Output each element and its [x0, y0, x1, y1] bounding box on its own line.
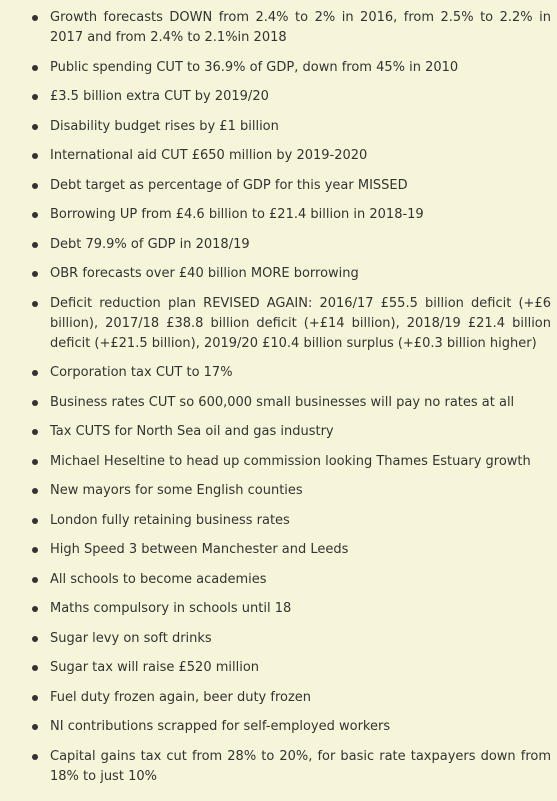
list-item [0, 747, 551, 787]
list-item-text: Debt target as percentage of GDP for this year MISSED [50, 177, 408, 193]
bullet-icon [32, 400, 38, 406]
list-item [0, 58, 551, 78]
bullet-icon [32, 124, 38, 130]
list-item-text: Growth forecasts DOWN from 2.4% to 2% in 2016, from 2.5% to 2.2% in 2017 and from 2.4% to 2.1%in 2018 [50, 10, 551, 45]
bullet-icon [32, 212, 38, 218]
list-item-text: Michael Heseltine to head up commission looking Thames Estuary growth [50, 453, 531, 469]
list-item-text: Deficit reduction plan REVISED AGAIN: 2016/17 £55.5 billion deficit (+£6 billion), 2017/18 £38.8 billion deficit (+£14 billion), 2018/19 £21.4 billion deficit (+£21.5 billion), 2019/20 £10.4 billion surplus (+£0.3 billion higher) [50, 295, 551, 351]
list-item [0, 87, 551, 107]
list-item-text: High Speed 3 between Manchester and Leeds [50, 542, 349, 557]
bullet-icon [32, 724, 38, 730]
bullet-icon [32, 370, 38, 376]
list-item [0, 8, 551, 48]
list-item [0, 235, 551, 255]
list-item [0, 205, 551, 225]
list-item-text: £3.5 billion extra CUT by 2019/20 [50, 89, 269, 104]
list-item-text: Disability budget rises by £1 billion [50, 118, 279, 134]
bullet-icon [32, 547, 38, 553]
list-item [0, 294, 551, 354]
bullet-icon [32, 65, 38, 71]
bullet-icon [32, 577, 38, 583]
bullet-icon [32, 488, 38, 494]
bullet-icon [32, 459, 38, 465]
list-item [0, 717, 551, 737]
bullet-icon [32, 606, 38, 612]
list-item [0, 452, 551, 472]
list-item-text: Public spending CUT to 36.9% of GDP, down from 45% in 2010 [50, 59, 459, 75]
bullet-icon [32, 636, 38, 642]
list-item-text: London fully retaining business rates [50, 512, 290, 528]
bullet-icon [32, 183, 38, 189]
list-item [0, 481, 551, 501]
budget-bullet-list [0, 8, 551, 787]
list-item-text: Maths compulsory in schools until 18 [50, 601, 292, 616]
bullet-icon [32, 695, 38, 701]
list-item-text: New mayors for some English counties [50, 483, 303, 498]
list-item [0, 393, 551, 413]
list-item-text: Business rates CUT so 600,000 small businesses will pay no rates at all [50, 394, 515, 410]
bullet-icon [32, 15, 38, 21]
list-item [0, 117, 551, 137]
list-item-text: OBR forecasts over £40 billion MORE borrowing [50, 266, 359, 281]
bullet-icon [32, 429, 38, 435]
list-item-text: Fuel duty frozen again, beer duty frozen [50, 689, 312, 705]
list-item [0, 146, 551, 166]
list-item [0, 688, 551, 708]
list-item [0, 540, 551, 560]
bullet-icon [32, 301, 38, 307]
list-item [0, 629, 551, 649]
bullet-icon [32, 665, 38, 671]
list-item-text: Tax CUTS for North Sea oil and gas industry [50, 424, 334, 439]
list-item-text: Sugar tax will raise £520 million [50, 660, 260, 675]
list-item-text: Debt 79.9% of GDP in 2018/19 [50, 236, 250, 252]
list-item-text: International aid CUT £650 million by 2019-2020 [50, 148, 368, 163]
bullet-icon [32, 518, 38, 524]
list-item-text: Corporation tax CUT to 17% [50, 365, 233, 380]
list-item-text: Sugar levy on soft drinks [50, 630, 212, 646]
list-item [0, 363, 551, 383]
list-item [0, 511, 551, 531]
bullet-icon [32, 754, 38, 760]
list-item [0, 570, 551, 590]
list-item [0, 176, 551, 196]
bullet-icon [32, 153, 38, 159]
bullet-icon [32, 271, 38, 277]
list-item [0, 264, 551, 284]
list-item [0, 658, 551, 678]
list-item-text: All schools to become academies [50, 571, 267, 587]
list-item-text: Capital gains tax cut from 28% to 20%, for basic rate taxpayers down from 18% to just 10% [50, 748, 551, 784]
list-item-text: Borrowing UP from £4.6 billion to £21.4 billion in 2018-19 [50, 207, 424, 222]
list-item [0, 599, 551, 619]
list-item [0, 422, 551, 442]
bullet-icon [32, 242, 38, 248]
bullet-icon [32, 94, 38, 100]
list-item-text: NI contributions scrapped for self-employed workers [50, 719, 391, 734]
